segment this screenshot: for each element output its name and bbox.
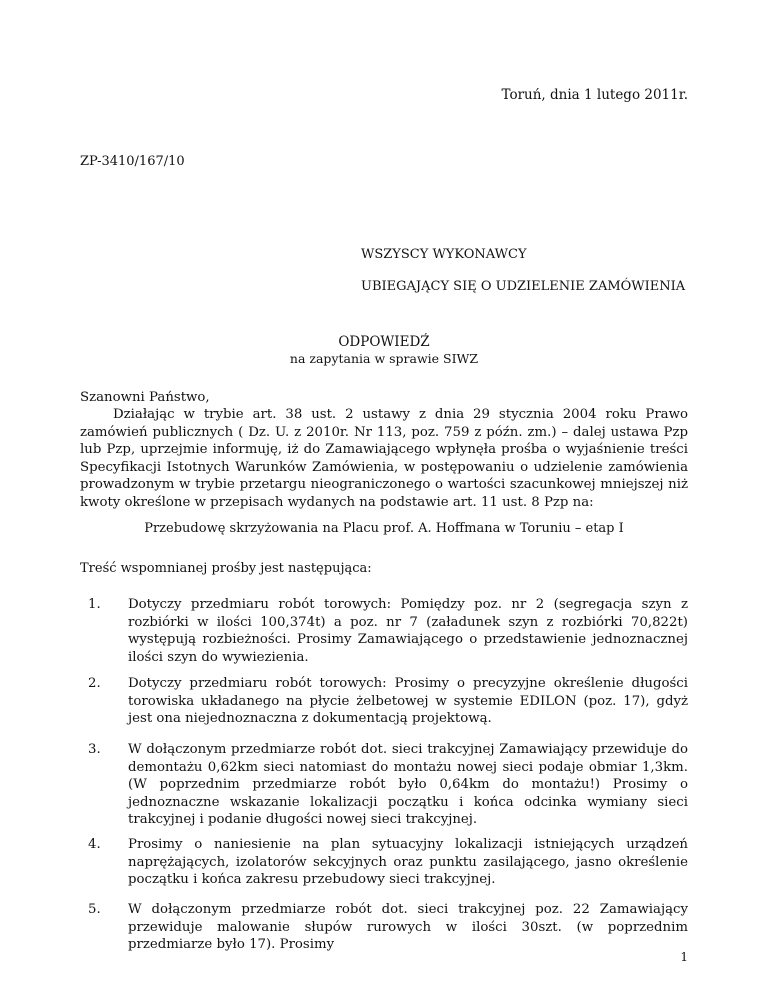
- list-item-text: W dołączonym przedmiarze robót dot. sieci trakcyjnej Zamawiający przewiduje do demontażu 0,62km sieci natomiast do montażu nowej sieci podaje obmiar 1,3km. (W poprzednim przedmiarze robót było 0,64km do montażu!) Prosimy o jednoznaczne wskazanie lokalizacji początku i końca odcinka wymiany sieci trakcyjnej i podanie długości nowej sieci trakcyjnej.: [128, 742, 688, 827]
- recipient-line-1: WSZYSCY WYKONAWCY: [361, 247, 527, 262]
- project-name: Przebudowę skrzyżowania na Placu prof. A. Hoffmana w Toruniu – etap I: [144, 521, 624, 536]
- list-item-text: Prosimy o naniesienie na plan sytuacyjny lokalizacji istniejących urządzeń naprężających, izolatorów sekcyjnych oraz punktu zasilającego, jasno określenie początku i końca zakresu przebudowy sieci trakcyjnej.: [128, 837, 688, 887]
- list-item-number: 2.: [88, 676, 101, 691]
- list-item-number: 5.: [88, 902, 101, 917]
- list-item-number: 4.: [88, 837, 101, 852]
- list-item-number: 3.: [88, 742, 101, 757]
- list-item-text: W dołączonym przedmiarze robót dot. sieci trakcyjnej poz. 22 Zamawiający przewiduje malowanie słupów rurowych w ilości 30szt. (w poprzednim przedmiarze było 17). Prosimy: [128, 902, 688, 952]
- list-item-number: 1.: [88, 597, 101, 612]
- document-title: ODPOWIEDŹ: [338, 334, 430, 350]
- document-subtitle: na zapytania w sprawie SIWZ: [289, 351, 479, 366]
- list-item-text: Dotyczy przedmiaru robót torowych: Prosimy o precyzyjne określenie długości torowiska układanego na płycie żelbetowej w systemie EDILON (poz. 17), gdyż jest ona niejednoznaczna z dokumentacją projektową.: [128, 676, 688, 726]
- request-lead: Treść wspomnianej prośby jest następująca:: [80, 561, 372, 576]
- reference-number: ZP-3410/167/10: [80, 154, 185, 169]
- list-item-text: Dotyczy przedmiaru robót torowych: Pomiędzy poz. nr 2 (segregacja szyn z rozbiórki w ilości 100,374t) a poz. nr 7 (załadunek szyn z rozbiórki 70,822t) występują rozbieżności. Prosimy Zamawiającego o przedstawienie jednoznacznej ilości szyn do wywiezienia.: [128, 597, 688, 665]
- document-date: Toruń, dnia 1 lutego 2011r.: [501, 87, 688, 103]
- greeting: Szanowni Państwo,: [80, 390, 210, 405]
- page-number: 1: [680, 950, 688, 964]
- intro-paragraph: Działając w trybie art. 38 ust. 2 ustawy z dnia 29 stycznia 2004 roku Prawo zamówień publicznych ( Dz. U. z 2010r. Nr 113, poz. 759 z późn. zm.) – dalej ustawa Pzp lub Pzp, uprzejmie informuję, iż do Zamawiającego wpłynęła prośba o wyjaśnienie treści Specyfikacji Istotnych Warunków Zamówienia, w postępowaniu o udzielenie zamówienia prowadzonym w trybie przetargu nieograniczonego o wartości szacunkowej mniejszej niż kwoty określone w przepisach wydanych na podstawie art. 11 ust. 8 Pzp na:: [80, 407, 688, 510]
- recipient-line-2: UBIEGAJĄCY SIĘ O UDZIELENIE ZAMÓWIENIA: [361, 279, 686, 294]
